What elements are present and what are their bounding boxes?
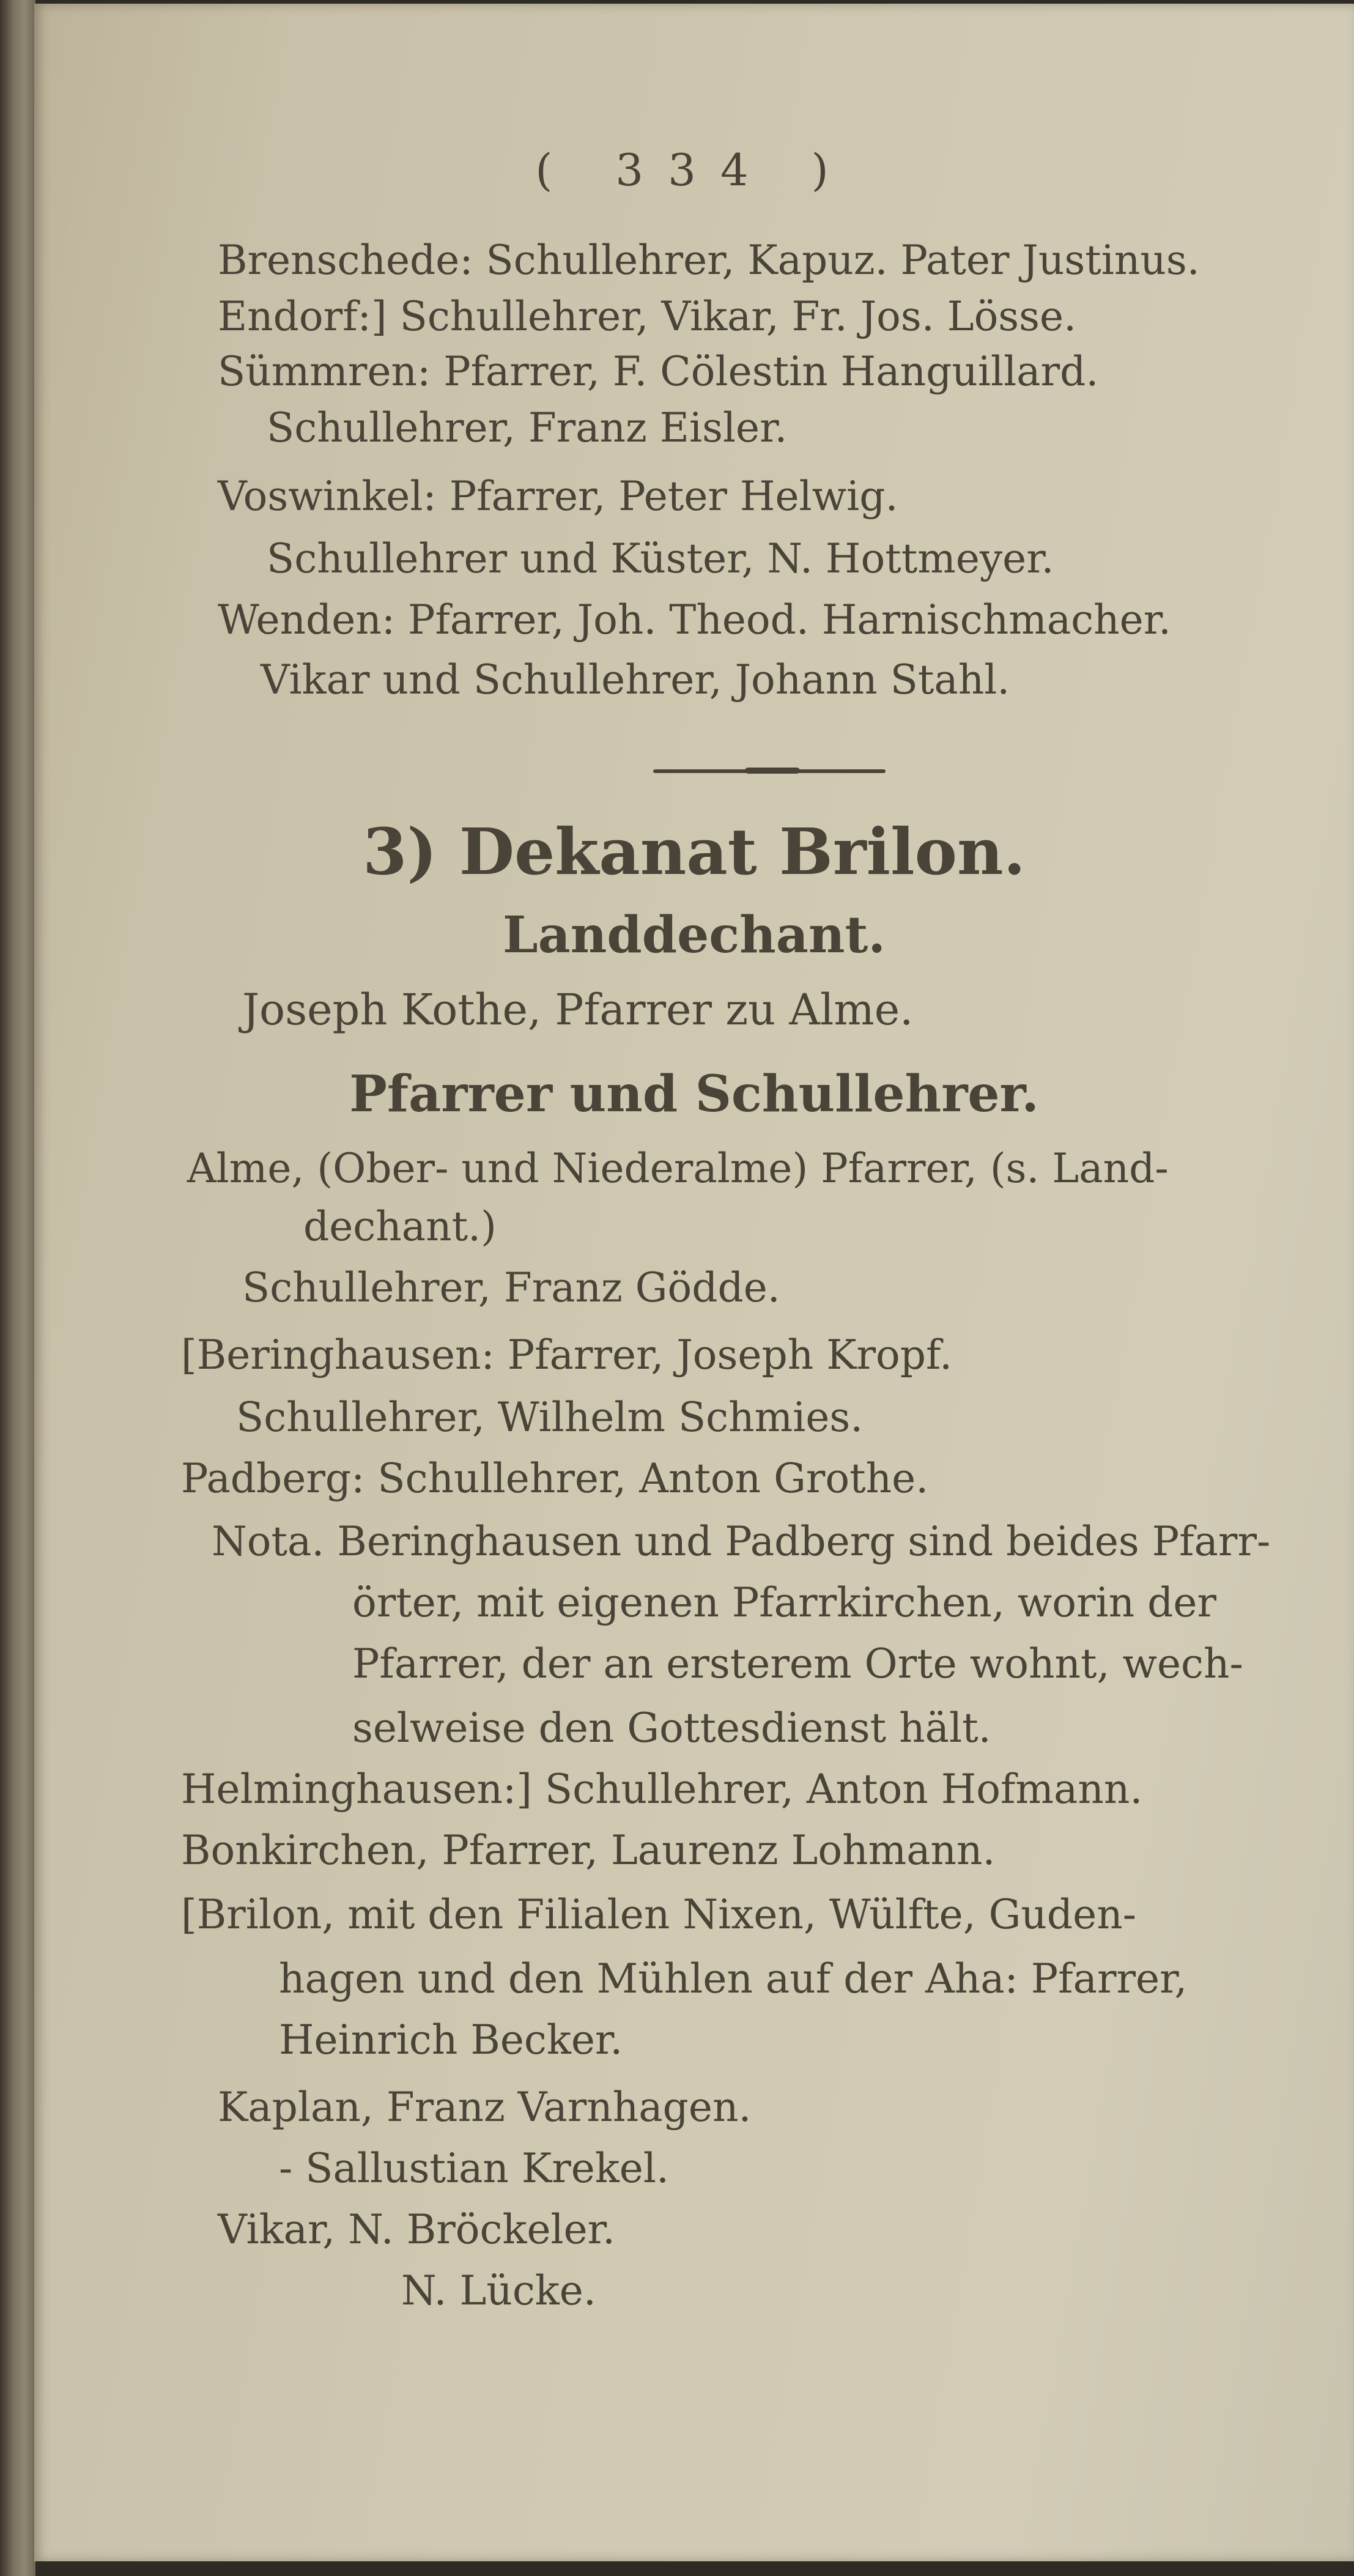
entry-line: Schullehrer, Franz Gödde. <box>242 1264 780 1311</box>
entry-line: Bonkirchen, Pfarrer, Laurenz Lohmann. <box>181 1827 996 1874</box>
section-heading: 3) Dekanat Brilon. <box>363 814 1026 889</box>
book-spine-edge <box>0 0 35 2576</box>
dean-line: Joseph Kothe, Pfarrer zu Alme. <box>242 985 914 1035</box>
dean-heading: Landdechant. <box>503 906 886 964</box>
entry-line: [Brilon, mit den Filialen Nixen, Wülfte, Guden- <box>181 1891 1137 1938</box>
entry-line: Helminghausen:] Schullehrer, Anton Hofmann. <box>181 1766 1143 1813</box>
entry-line: [Beringhausen: Pfarrer, Joseph Kropf. <box>181 1331 953 1379</box>
entry-line: N. Lücke. <box>401 2267 596 2314</box>
section-divider <box>653 769 886 773</box>
entry-line: Vikar, N. Bröckeler. <box>218 2206 615 2253</box>
section-subheading: Pfarrer und Schullehrer. <box>349 1065 1039 1123</box>
entry-line: Kaplan, Franz Varnhagen. <box>218 2084 752 2131</box>
page-number: ( 334 ) <box>535 144 853 196</box>
book-page <box>34 4 1354 2561</box>
entry-line: Voswinkel: Pfarrer, Peter Helwig. <box>218 473 898 520</box>
entry-line: Vikar und Schullehrer, Johann Stahl. <box>261 656 1010 703</box>
entry-line: hagen und den Mühlen auf der Aha: Pfarrer, <box>279 1955 1188 2002</box>
entry-line: dechant.) <box>303 1203 497 1250</box>
entry-line: - Sallustian Krekel. <box>279 2145 669 2192</box>
entry-line: Brenschede: Schullehrer, Kapuz. Pater Justinus. <box>218 237 1200 284</box>
entry-line: Schullehrer, Franz Eisler. <box>267 404 788 451</box>
entry-line: Heinrich Becker. <box>279 2016 623 2063</box>
entry-line: Schullehrer, Wilhelm Schmies. <box>236 1394 864 1441</box>
nota-line: Pfarrer, der an ersterem Orte wohnt, wech- <box>352 1640 1243 1687</box>
entry-line: Sümmren: Pfarrer, F. Cölestin Hanguillard. <box>218 348 1099 395</box>
nota-line: Nota. Beringhausen und Padberg sind beides Pfarr- <box>212 1518 1271 1565</box>
nota-line: selweise den Gottesdienst hält. <box>352 1704 991 1752</box>
entry-line: Endorf:] Schullehrer, Vikar, Fr. Jos. Lösse. <box>218 293 1077 340</box>
entry-line: Padberg: Schullehrer, Anton Grothe. <box>181 1455 929 1502</box>
entry-line: Wenden: Pfarrer, Joh. Theod. Harnischmacher. <box>218 596 1171 643</box>
entry-line: Schullehrer und Küster, N. Hottmeyer. <box>267 535 1054 582</box>
nota-line: örter, mit eigenen Pfarrkirchen, worin der <box>352 1579 1217 1626</box>
entry-line: Alme, (Ober- und Niederalme) Pfarrer, (s. Land- <box>187 1145 1169 1192</box>
